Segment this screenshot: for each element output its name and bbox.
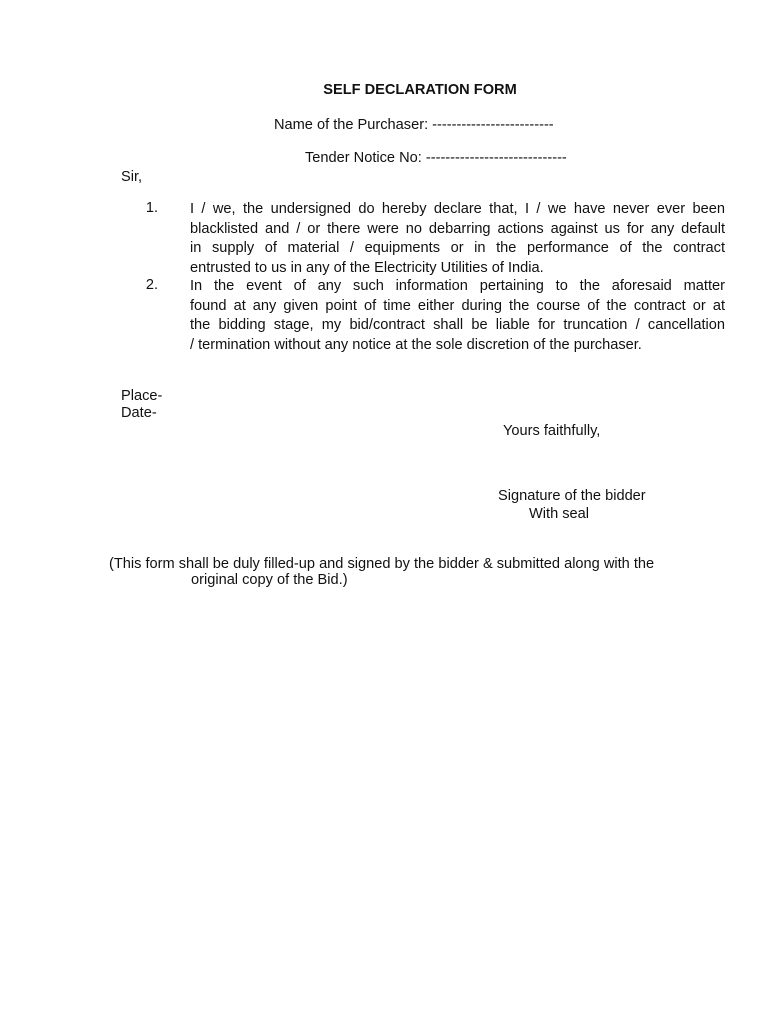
- item-line: the bidding stage, my bid/contract shall be liable for truncation / cancellation: [190, 317, 725, 333]
- salutation: Sir,: [121, 169, 143, 185]
- item-number: 2.: [145, 277, 158, 293]
- place-label: Place-: [121, 388, 163, 404]
- item-line: found at any given point of time either during the course of the contract or at: [190, 297, 725, 314]
- item-line: in supply of material / equipments or in the performance of the contract: [190, 240, 725, 256]
- declaration-item-text: [190, 277, 725, 355]
- item-number: 1.: [145, 200, 158, 216]
- signature-label: Signature of the bidder: [498, 488, 646, 504]
- date-label: Date-: [121, 405, 157, 421]
- tender-notice-line: Tender Notice No: -----------------------------: [305, 150, 567, 166]
- purchaser-name-line: Name of the Purchaser: -------------------------: [274, 117, 554, 133]
- instruction-note-continued: original copy of the Bid.): [191, 572, 348, 588]
- item-line: entrusted to us in any of the Electricity Utilities of India.: [190, 259, 544, 276]
- seal-label: With seal: [529, 506, 590, 522]
- form-title: SELF DECLARATION FORM: [323, 82, 517, 98]
- declaration-item-text: [190, 200, 725, 278]
- item-line: In the event of any such information pertaining to the aforesaid matter: [190, 278, 725, 294]
- item-line: blacklisted and / or there were no debarring actions against us for any default: [190, 220, 725, 237]
- instruction-note: (This form shall be duly filled-up and signed by the bidder & submitted along with the: [109, 556, 655, 572]
- item-line: I / we, the undersigned do hereby declare that, I / we have never ever been: [190, 201, 725, 217]
- closing-text: Yours faithfully,: [503, 423, 601, 439]
- item-line: / termination without any notice at the sole discretion of the purchaser.: [190, 336, 642, 353]
